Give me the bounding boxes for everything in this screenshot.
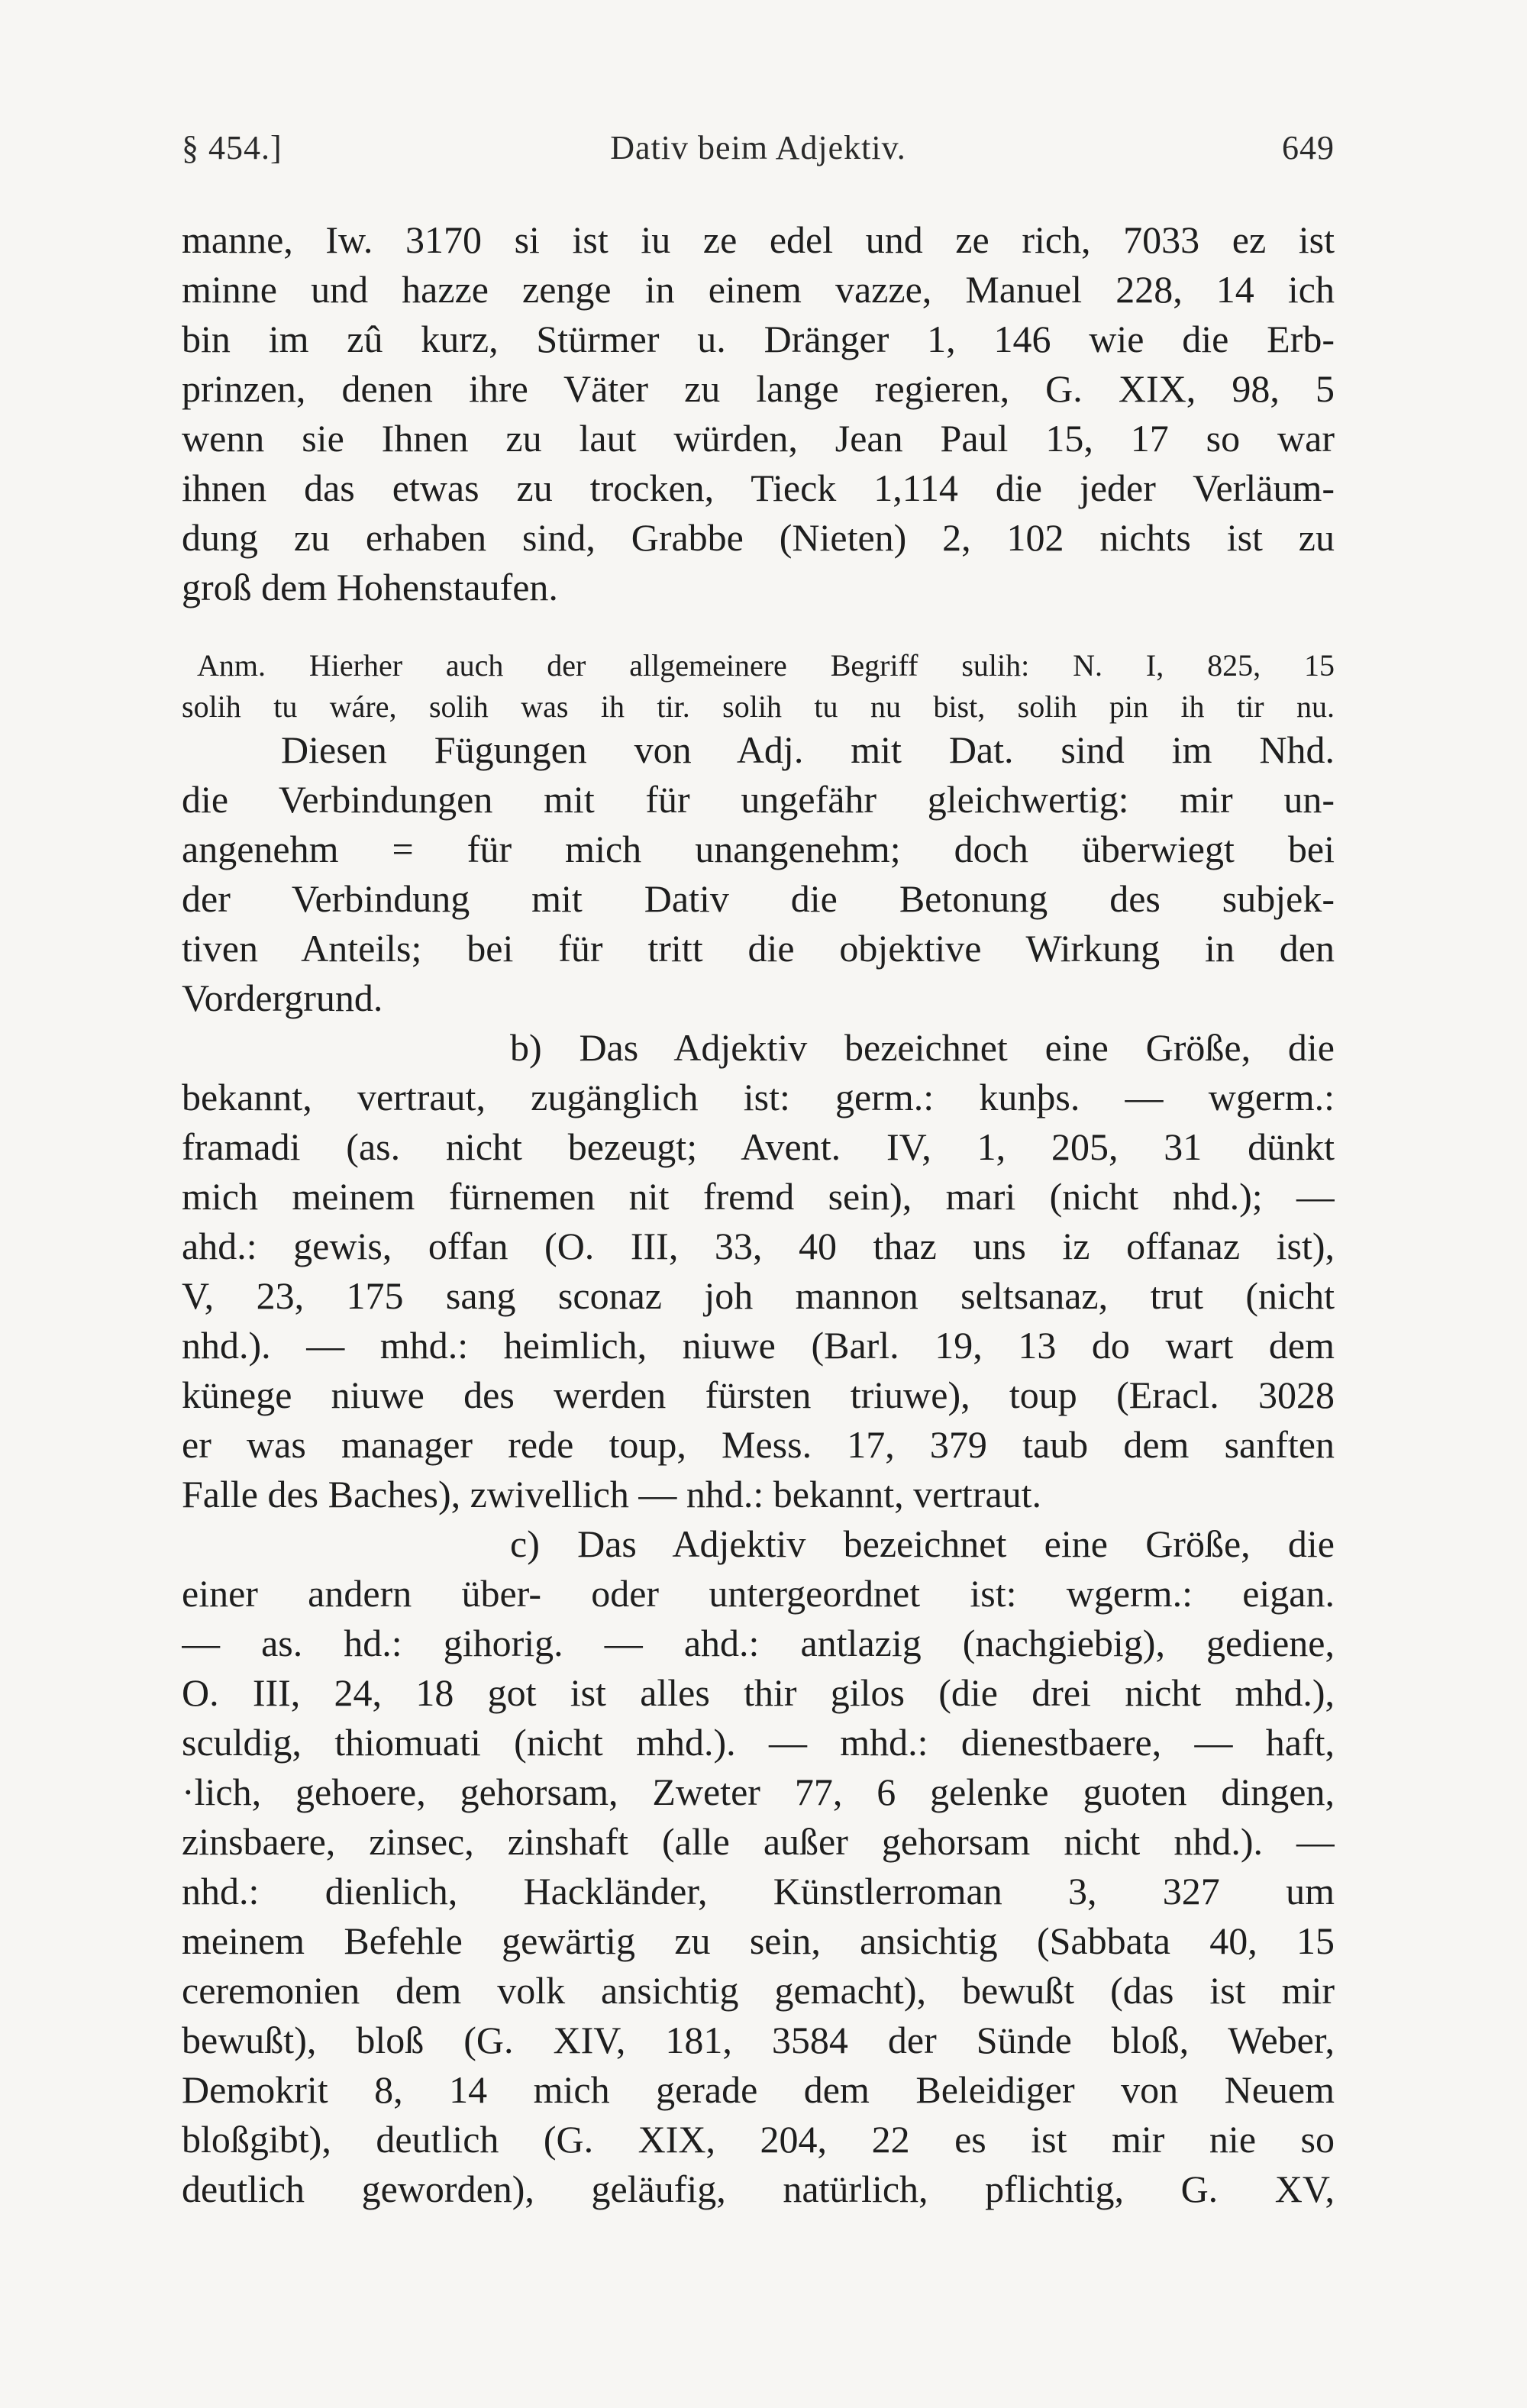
text-line: O. III, 24, 18 got ist alles thir gilos (die drei nicht mhd.), — [182, 1671, 1335, 1714]
text-line: einer andern über- oder untergeordnet ist: wgerm.: eigan. — [182, 1572, 1335, 1615]
text-line: Demokrit 8, 14 mich gerade dem Beleidiger von Neuem — [182, 2068, 1335, 2111]
text-line: die Verbindungen mit für ungefähr gleichwertig: mir un- — [182, 778, 1335, 821]
text-line: nhd.). — mhd.: heimlich, niuwe (Barl. 19, 13 do wart dem — [182, 1324, 1335, 1367]
text-line: ceremonien dem volk ansichtig gemacht), bewußt (das ist mir — [182, 1969, 1335, 2012]
text-line: nhd.: dienlich, Hackländer, Künstlerroman 3, 327 um — [182, 1870, 1335, 1913]
text-line: tiven Anteils; bei für tritt die objektive Wirkung in den — [182, 927, 1335, 970]
text-line: sculdig, thiomuati (nicht mhd.). — mhd.: dienestbaere, — haft, — [182, 1721, 1335, 1764]
text-line: bekannt, vertraut, zugänglich ist: germ.: kunþs. — wgerm.: — [182, 1076, 1335, 1118]
page-number: 649 — [1282, 129, 1335, 166]
text-line: Diesen Fügungen von Adj. mit Dat. sind im Nhd. — [281, 728, 1335, 771]
text-line: groß dem Hohenstaufen. — [182, 566, 558, 608]
text-line: zinsbaere, zinsec, zinshaft (alle außer gehorsam nicht nhd.). — — [182, 1820, 1335, 1863]
text-line: minne und hazze zenge in einem vazze, Manuel 228, 14 ich — [182, 268, 1335, 311]
text-line: mich meinem fürnemen nit fremd sein), mari (nicht nhd.); — — [182, 1175, 1335, 1218]
text-line: wenn sie Ihnen zu laut würden, Jean Paul 15, 17 so war — [182, 417, 1335, 460]
text-line: bewußt), bloß (G. XIV, 181, 3584 der Sünde bloß, Weber, — [182, 2019, 1335, 2061]
paragraph-c — [182, 1519, 1335, 2214]
note-line: solih tu wáre, solih was ih tir. solih tu nu bist, solih pin ih tir nu. — [182, 689, 1335, 724]
running-title: Dativ beim Adjektiv. — [610, 129, 906, 166]
text-line: dung zu erhaben sind, Grabbe (Nieten) 2, 102 nichts ist zu — [182, 516, 1335, 559]
text-line: meinem Befehle gewärtig zu sein, ansichtig (Sabbata 40, 15 — [182, 1919, 1335, 1962]
text-line: — as. hd.: gihorig. — ahd.: antlazig (nachgiebig), gediene, — [182, 1622, 1335, 1664]
note-line: Anm. Hierher auch der allgemeinere Begriff sulih: N. I, 825, 15 — [197, 648, 1335, 683]
section-number: § 454.] — [182, 129, 282, 166]
text-line: ihnen das etwas zu trocken, Tieck 1,114 die jeder Verläum- — [182, 466, 1335, 509]
text-line: b) Das Adjektiv bezeichnet eine Größe, die — [510, 1026, 1335, 1069]
text-line: bloßgibt), deutlich (G. XIX, 204, 22 es ist mir nie so — [182, 2118, 1335, 2161]
text-line: der Verbindung mit Dativ die Betonung des subjek- — [182, 877, 1335, 920]
paragraph-examples — [182, 215, 1335, 612]
text-line: angenehm = für mich unangenehm; doch überwiegt bei — [182, 828, 1335, 870]
text-line: ·lich, gehoere, gehorsam, Zweter 77, 6 gelenke guoten dingen, — [182, 1770, 1335, 1813]
annotation-note — [182, 645, 1335, 728]
text-line: ahd.: gewis, offan (O. III, 33, 40 thaz uns iz offanaz ist), — [182, 1225, 1335, 1267]
running-head — [182, 128, 1335, 174]
paragraph-b — [182, 1023, 1335, 1519]
text-line: künege niuwe des werden fürsten triuwe), toup (Eracl. 3028 — [182, 1373, 1335, 1416]
text-line: Falle des Baches), zwivellich — nhd.: bekannt, vertraut. — [182, 1473, 1042, 1515]
text-line: V, 23, 175 sang sconaz joh mannon seltsanaz, trut (nicht — [182, 1274, 1335, 1317]
text-line: Vordergrund. — [182, 976, 383, 1019]
text-line: prinzen, denen ihre Väter zu lange regieren, G. XIX, 98, 5 — [182, 367, 1335, 410]
text-line: c) Das Adjektiv bezeichnet eine Größe, die — [510, 1522, 1335, 1565]
text-line: deutlich geworden), geläufig, natürlich, pflichtig, G. XV, — [182, 2168, 1335, 2210]
text-line: manne, Iw. 3170 si ist iu ze edel und ze rich, 7033 ez ist — [182, 218, 1335, 261]
text-line: er was manager rede toup, Mess. 17, 379 taub dem sanften — [182, 1423, 1335, 1466]
paragraph-nhd-comparison — [182, 725, 1335, 1023]
text-line: bin im zû kurz, Stürmer u. Dränger 1, 146 wie die Erb- — [182, 318, 1335, 360]
text-line: framadi (as. nicht bezeugt; Avent. IV, 1, 205, 31 dünkt — [182, 1125, 1335, 1168]
